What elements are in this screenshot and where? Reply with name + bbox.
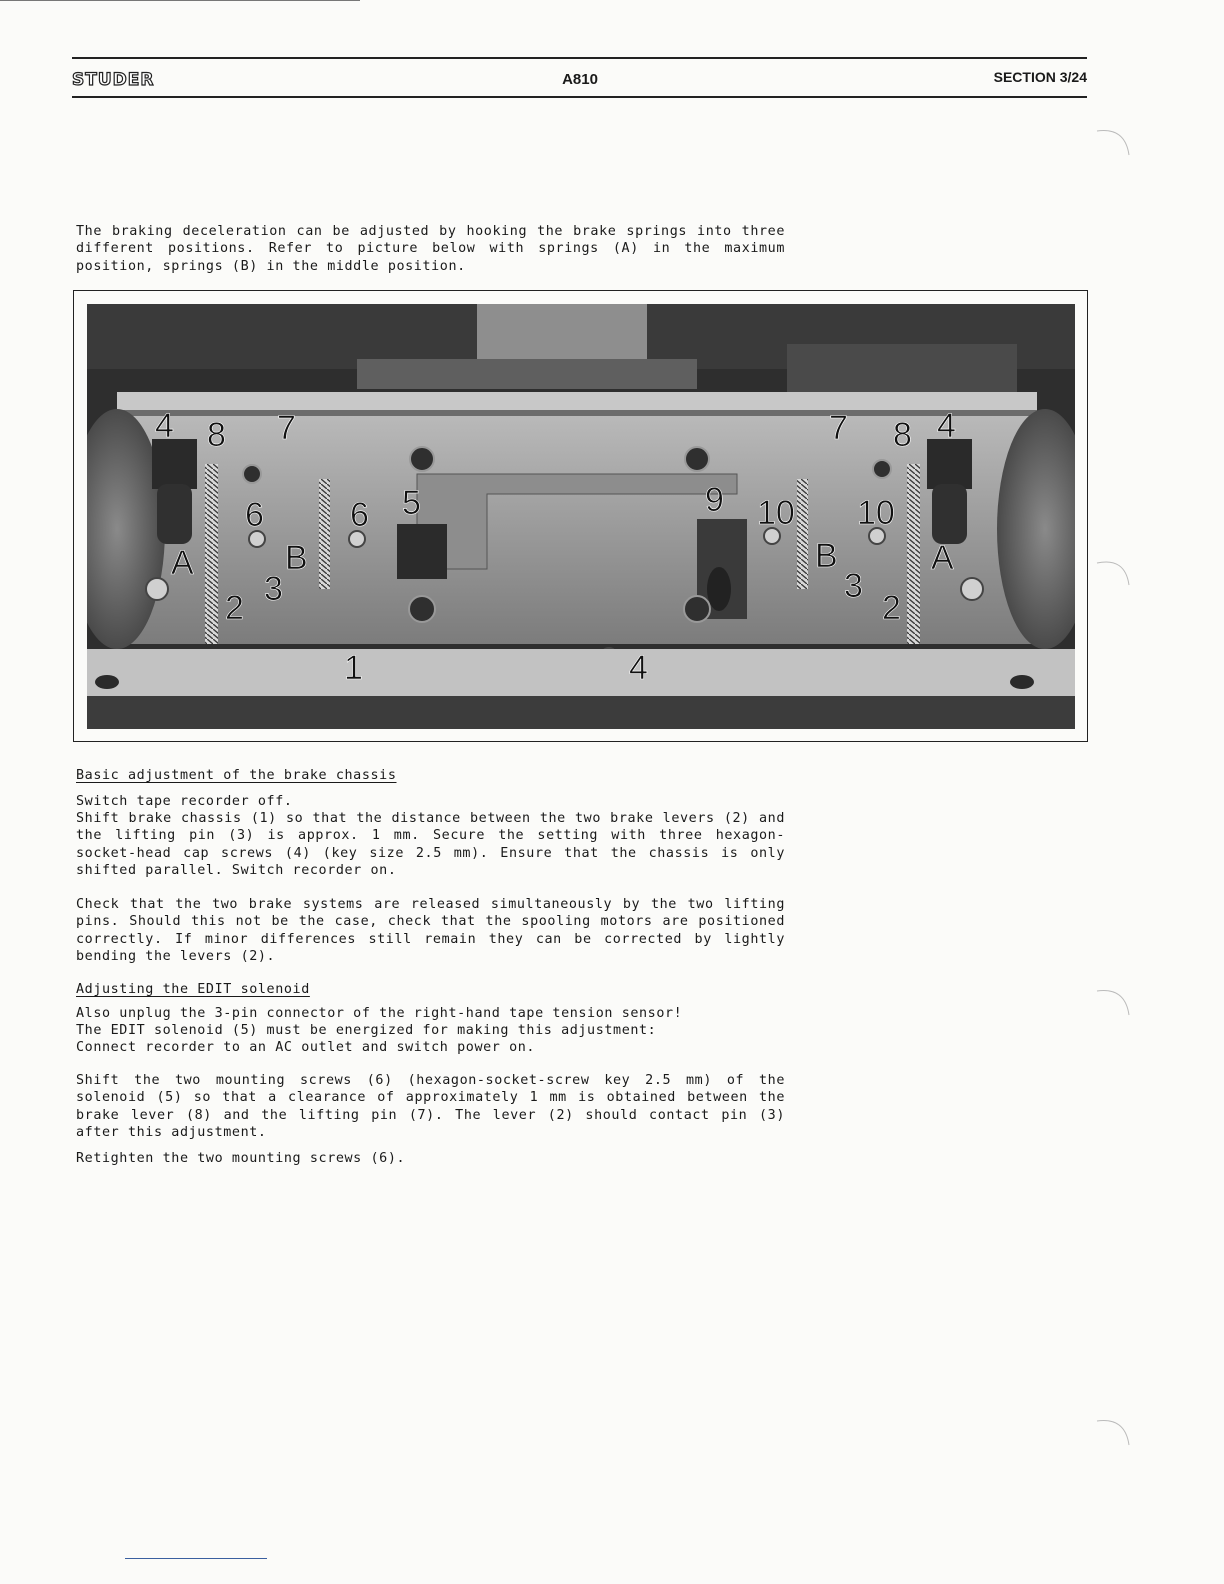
brake-chassis-figure [73, 290, 1088, 742]
basic-paragraph-2: Shift brake chassis (1) so that the distance between the two brake levers (2) and the lifting pin (3) is approx. 1 mm. Secure the setting with three hexagon-socket-head cap screws (4) (key size 2.5 mm). Ensure that the chassis is only shifted parallel. Switch recorder on. [76, 811, 785, 879]
edit-line-1: Also unplug the 3-pin connector of the right-hand tape tension sensor! [76, 1006, 683, 1021]
figure-callout: B [285, 539, 308, 577]
edit-line-3: Connect recorder to an AC outlet and switch power on. [76, 1040, 536, 1055]
figure-callout: 8 [207, 416, 226, 454]
scan-edge-line [0, 0, 360, 1]
figure-callout: 4 [937, 407, 956, 445]
figure-callout: 8 [893, 416, 912, 454]
brake-chassis-photo [87, 304, 1075, 729]
footer-line [125, 1558, 267, 1559]
figure-callout: 5 [402, 484, 421, 522]
figure-callout: 4 [155, 407, 174, 445]
figure-callout: 9 [705, 481, 724, 519]
figure-callout: B [815, 537, 838, 575]
figure-callout: 3 [844, 567, 863, 605]
figure-callout: 2 [882, 589, 901, 627]
figure-callout: A [931, 539, 954, 577]
figure-callout: 10 [757, 494, 795, 532]
figure-callout: 10 [857, 494, 895, 532]
figure-callout: A [171, 544, 194, 582]
header-rule-top [72, 57, 1087, 59]
intro-paragraph: The braking deceleration can be adjusted by hooking the brake springs into three different positions. Refer to picture below with springs (A) in the maximum position, springs (B) in the middle position. [76, 224, 785, 274]
brand-logo: STUDER [72, 70, 155, 90]
figure-callout: 2 [225, 589, 244, 627]
header-rule-bottom [72, 96, 1087, 98]
section-heading-edit: Adjusting the EDIT solenoid [76, 982, 310, 997]
edit-line-2: The EDIT solenoid (5) must be energized for making this adjustment: [76, 1023, 657, 1038]
basic-step-1: Switch tape recorder off. [76, 794, 293, 809]
punch-hole-mark [1095, 555, 1135, 605]
punch-hole-mark [1095, 1415, 1135, 1455]
punch-hole-mark [1095, 985, 1135, 1025]
section-heading-basic: Basic adjustment of the brake chassis [76, 768, 397, 783]
basic-paragraph-3: Check that the two brake systems are released simultaneously by the two lifting pins. Should this not be the case, check that the spooling motors are positioned correctly. If minor differences still remain they can be corrected by lightly bending the levers (2). [76, 897, 785, 965]
punch-hole-mark [1095, 125, 1135, 165]
figure-callout: 3 [264, 570, 283, 608]
figure-callout: 6 [350, 496, 369, 534]
edit-paragraph-5: Retighten the two mounting screws (6). [76, 1151, 406, 1166]
figure-callout: 4 [629, 649, 648, 687]
figure-callout: 7 [277, 409, 296, 447]
edit-paragraph-4: Shift the two mounting screws (6) (hexagon-socket-screw key 2.5 mm) of the solenoid (5) so that a clearance of approximately 1 mm is obtained between the brake lever (8) and the lifting pin (7). The lever (2) should contact pin (3) after this adjustment. [76, 1073, 785, 1141]
figure-callout: 7 [829, 409, 848, 447]
model-number: A810 [562, 71, 598, 88]
section-number: SECTION 3/24 [993, 69, 1087, 85]
figure-callout: 6 [245, 496, 264, 534]
figure-callout: 1 [344, 649, 363, 687]
